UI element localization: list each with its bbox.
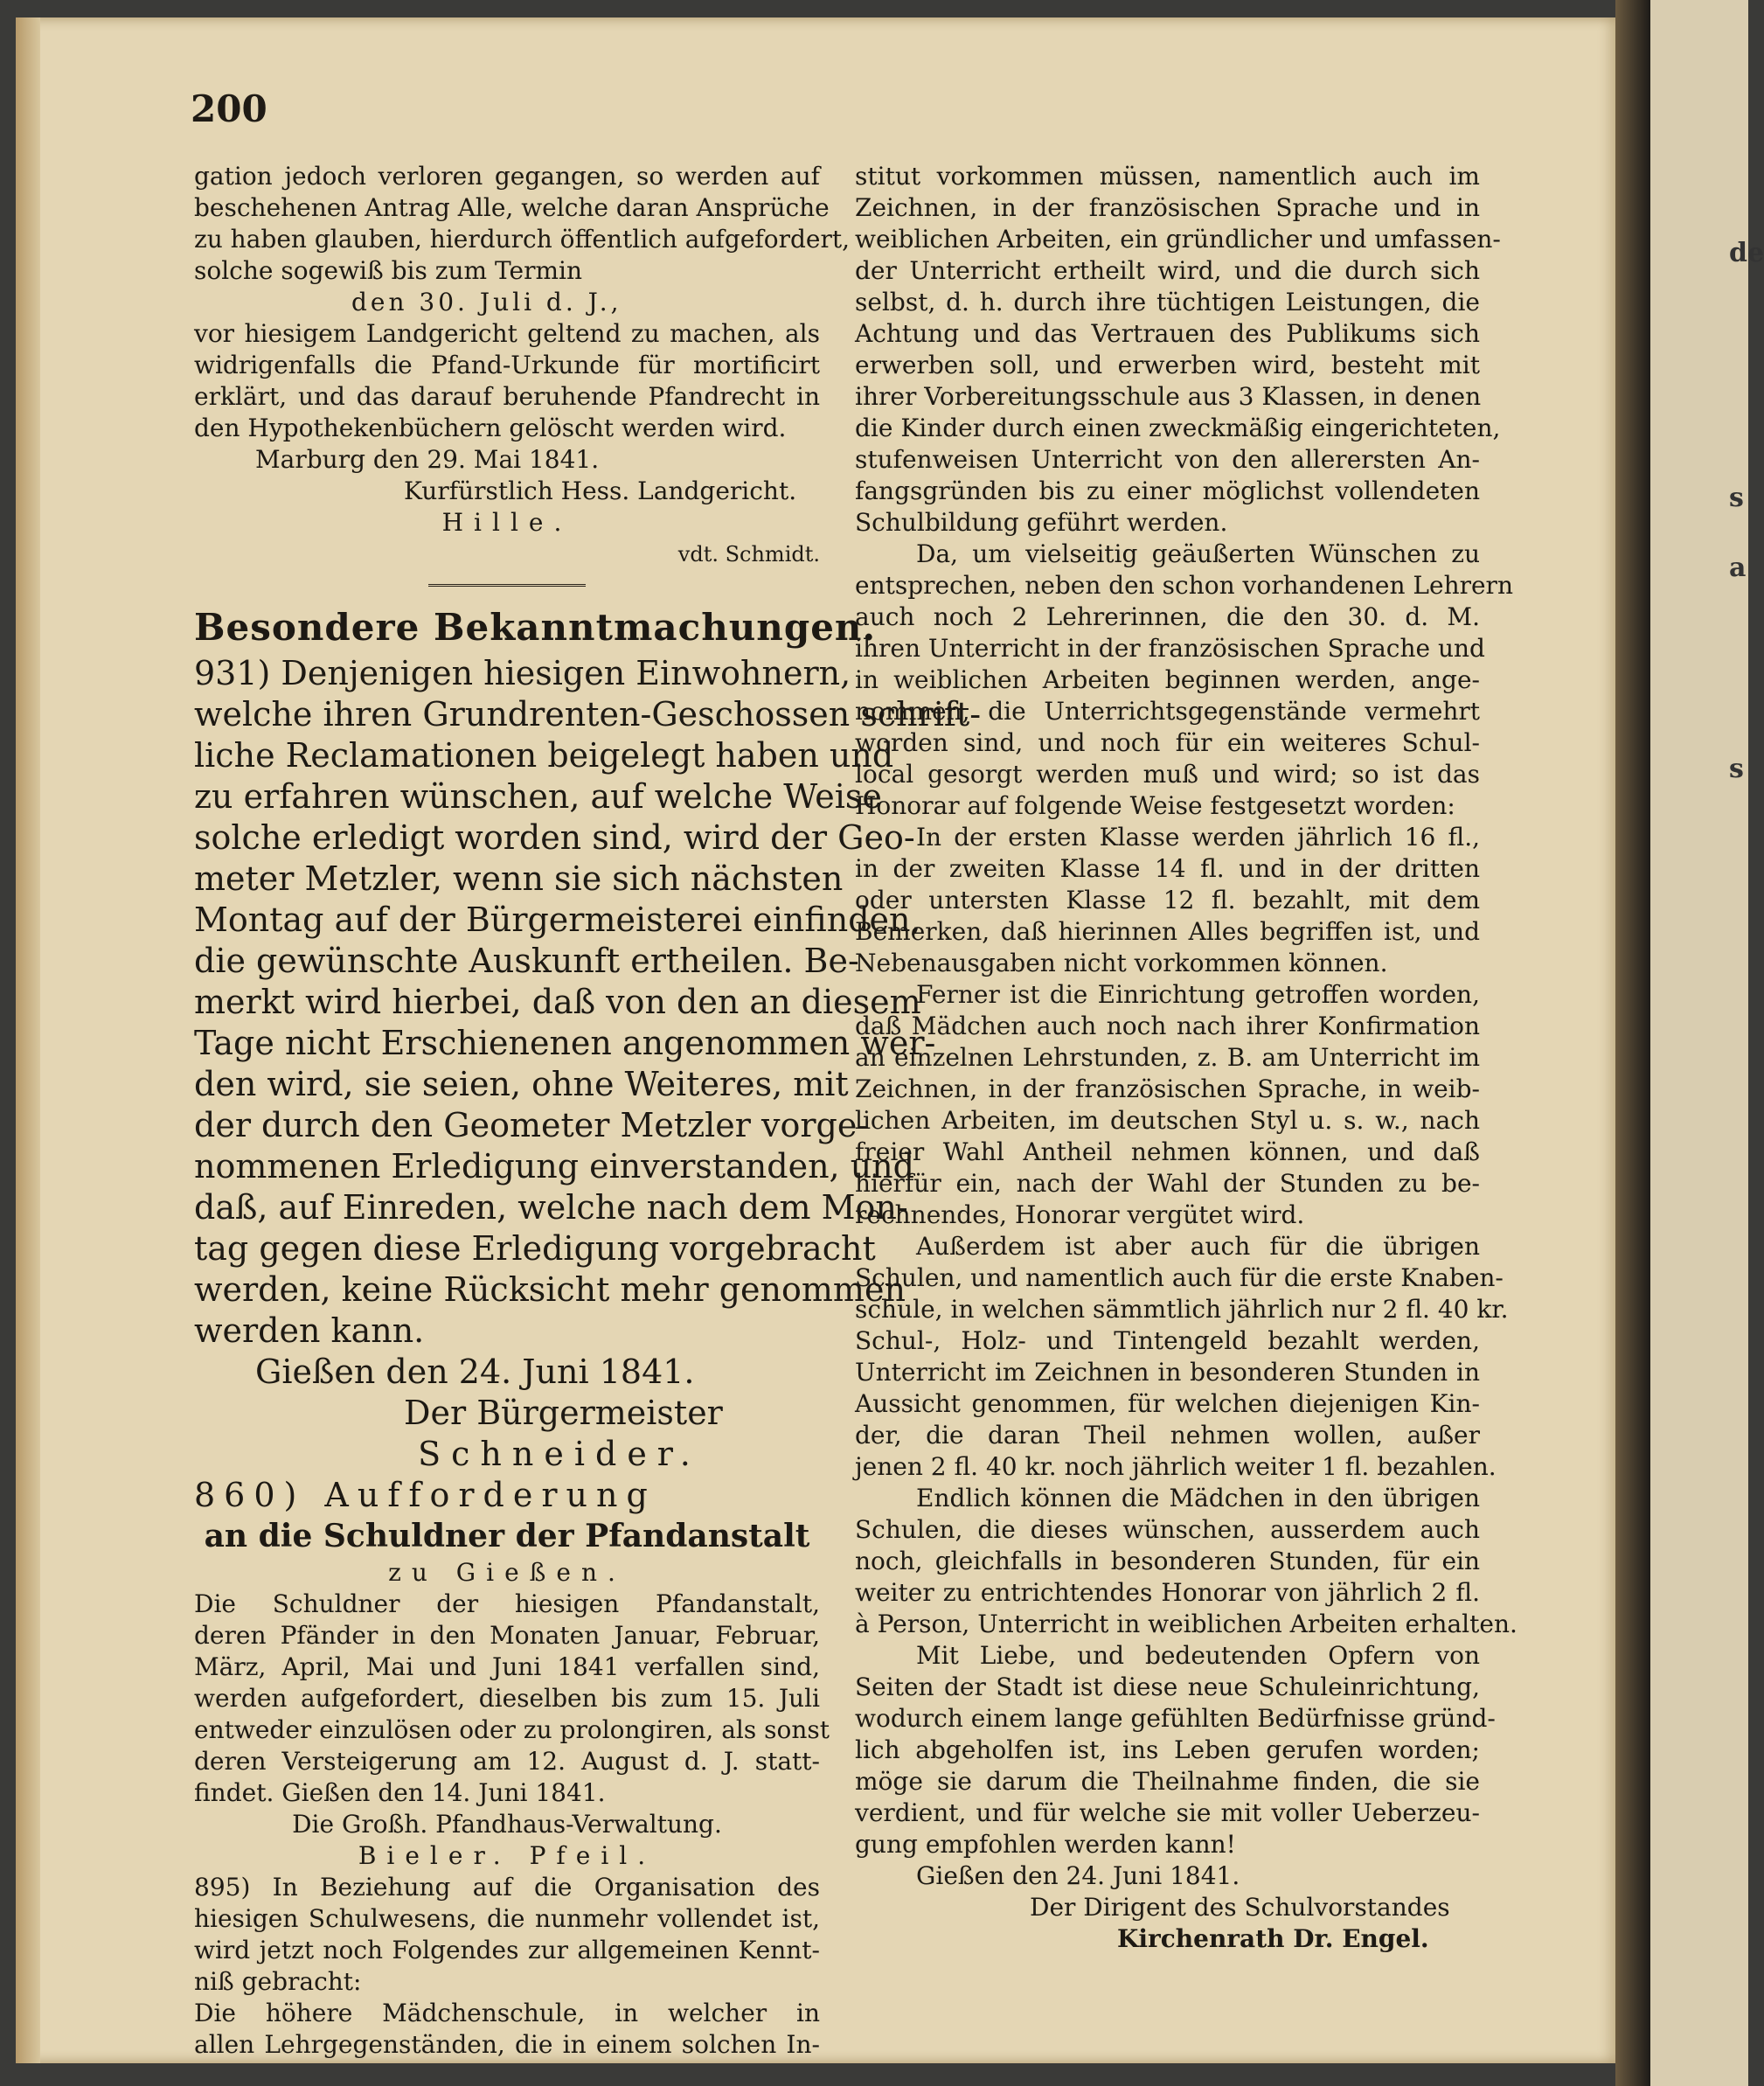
vdt-line: vdt. Schmidt. bbox=[677, 542, 820, 567]
text-line: nommenen Erledigung einverstanden, und bbox=[194, 1147, 914, 1186]
section-divider bbox=[428, 584, 586, 592]
text-line: lichen Arbeiten, im deutschen Styl u. s. w., nach bbox=[855, 1106, 1480, 1135]
notice-860 bbox=[194, 1475, 830, 1872]
right-column bbox=[855, 161, 1517, 1955]
text-line: in der zweiten Klasse 14 fl. und in der dritten bbox=[855, 854, 1480, 883]
text-line: weiter zu entrichtendes Honorar von jährlich 2 fl. bbox=[855, 1578, 1480, 1607]
text-line: deren Versteigerung am 12. August d. J. statt- bbox=[194, 1747, 820, 1776]
text-line: den Hypothekenbüchern gelöscht werden wird. bbox=[194, 414, 787, 442]
text-line: Schulen, und namentlich auch für die erste Knaben- bbox=[855, 1263, 1504, 1292]
text-line: gation jedoch verloren gegangen, so werden auf bbox=[194, 162, 820, 191]
text-line: werden aufgefordert, dieselben bis zum 15. Juli bbox=[194, 1684, 820, 1713]
text-line: Mit Liebe, und bedeutenden Opfern von bbox=[916, 1641, 1480, 1670]
date-line: Gießen den 24. Juni 1841. bbox=[255, 1352, 695, 1391]
text-line: die gewünschte Auskunft ertheilen. Be- bbox=[194, 942, 859, 980]
authority-line: Kurfürstlich Hess. Landgericht. bbox=[404, 476, 797, 505]
text-line: beschehenen Antrag Alle, welche daran Ansprüche bbox=[194, 193, 830, 222]
text-line: à Person, Unterricht in weiblichen Arbeiten erhalten. bbox=[855, 1610, 1517, 1638]
text-line: zu erfahren wünschen, auf welche Weise bbox=[194, 777, 882, 816]
notice-title: 860) Aufforderung bbox=[194, 1476, 656, 1514]
text-line: fangsgründen bis zu einer möglichst vollendeten bbox=[855, 476, 1480, 505]
text-line: möge sie darum die Theilnahme finden, die sie bbox=[855, 1767, 1480, 1796]
text-line: März, April, Mai und Juni 1841 verfallen sind, bbox=[194, 1652, 820, 1681]
next-page-glyph: a bbox=[1729, 553, 1747, 583]
text-line: den wird, sie seien, ohne Weiteres, mit bbox=[194, 1065, 849, 1103]
text-line: Die höhere Mädchenschule, in welcher in bbox=[194, 1999, 820, 2027]
signature: Kirchenrath Dr. Engel. bbox=[1117, 1924, 1429, 1953]
text-line: niß gebracht: bbox=[194, 1967, 362, 1996]
text-line: Die Schuldner der hiesigen Pfandanstalt, bbox=[194, 1589, 820, 1618]
notice-title-2: an die Schuldner der Pfandanstalt bbox=[204, 1518, 810, 1554]
text-line: local gesorgt werden muß und wird; so ist das bbox=[855, 760, 1480, 789]
text-line: findet. Gießen den 14. Juni 1841. bbox=[194, 1778, 606, 1807]
date-line: Gießen den 24. Juni 1841. bbox=[916, 1861, 1240, 1890]
text-line: liche Reclamationen beigelegt haben und bbox=[194, 736, 894, 775]
authority-line: Der Bürgermeister bbox=[404, 1394, 723, 1432]
text-line: allen Lehrgegenständen, die in einem solchen In- bbox=[194, 2030, 820, 2059]
page-edge bbox=[16, 17, 40, 2063]
text-line: tag gegen diese Erledigung vorgebracht bbox=[194, 1229, 876, 1268]
text-line: Außerdem ist aber auch für die übrigen bbox=[916, 1232, 1480, 1261]
text-line: wodurch einem lange gefühlten Bedürfnisse gründ- bbox=[855, 1704, 1496, 1733]
text-line: Da, um vielseitig geäußerten Wünschen zu bbox=[916, 539, 1480, 568]
text-line: Seiten der Stadt ist diese neue Schuleinrichtung, bbox=[855, 1672, 1480, 1701]
text-line: vor hiesigem Landgericht geltend zu machen, als bbox=[194, 319, 820, 348]
text-line: welche ihren Grundrenten-Geschossen schrift- bbox=[194, 695, 982, 734]
text-line: noch, gleichfalls in besonderen Stunden, für ein bbox=[855, 1547, 1480, 1575]
book-gutter bbox=[1615, 0, 1650, 2086]
text-line: Honorar auf folgende Weise festgesetzt worden: bbox=[855, 791, 1455, 820]
text-line: daß Mädchen auch noch nach ihrer Konfirmation bbox=[855, 1012, 1480, 1040]
text-line: Bemerken, daß hierinnen Alles begriffen ist, und bbox=[855, 917, 1480, 946]
authority-line: Der Dirigent des Schulvorstandes bbox=[1030, 1893, 1450, 1922]
text-line: deren Pfänder in den Monaten Januar, Februar, bbox=[194, 1621, 820, 1650]
text-line: schule, in welchen sämmtlich jährlich nur 2 fl. 40 kr. bbox=[855, 1295, 1509, 1324]
text-line: der durch den Geometer Metzler vorge- bbox=[194, 1106, 869, 1144]
text-line: ihrer Vorbereitungsschule aus 3 Klassen, in denen bbox=[855, 382, 1482, 411]
text-line: ihren Unterricht in der französischen Sprache und bbox=[855, 634, 1485, 663]
deadline-line: den 30. Juli d. J., bbox=[351, 288, 622, 316]
text-line: Montag auf der Bürgermeisterei einfinden, bbox=[194, 900, 921, 939]
text-line: Schul-, Holz- und Tintengeld bezahlt werden, bbox=[855, 1326, 1480, 1355]
text-line: Achtung und das Vertrauen des Publikums sich bbox=[855, 319, 1480, 348]
text-line: solche sogewiß bis zum Termin bbox=[194, 256, 582, 285]
text-line: Unterricht im Zeichnen in besonderen Stunden in bbox=[855, 1358, 1480, 1387]
text-line: Ferner ist die Einrichtung getroffen worden, bbox=[916, 980, 1480, 1009]
notice-931 bbox=[194, 653, 982, 1475]
signature: Bieler. Pfeil. bbox=[358, 1841, 656, 1870]
text-line: an einzelnen Lehrstunden, z. B. am Unterricht im bbox=[855, 1043, 1480, 1072]
text-line: Tage nicht Erschienenen angenommen wer- bbox=[194, 1024, 936, 1062]
text-line: stufenweisen Unterricht von den allerersten An- bbox=[855, 445, 1480, 474]
text-line: 931) Denjenigen hiesigen Einwohnern, bbox=[194, 654, 851, 692]
text-line: Zeichnen, in der französischen Sprache und in bbox=[855, 193, 1480, 222]
notice-top bbox=[194, 161, 851, 570]
text-line: Endlich können die Mädchen in den übrigen bbox=[916, 1484, 1480, 1512]
text-line: erwerben soll, und erwerben wird, besteht mit bbox=[855, 351, 1480, 379]
text-line: meter Metzler, wenn sie sich nächsten bbox=[194, 859, 844, 898]
text-line: in weiblichen Arbeiten beginnen werden, ange- bbox=[855, 665, 1480, 694]
text-line: rechnendes, Honorar vergütet wird. bbox=[855, 1200, 1305, 1229]
text-line: 895) In Beziehung auf die Organisation des bbox=[194, 1873, 820, 1902]
text-line: solche erledigt worden sind, wird der Geo- bbox=[194, 818, 915, 857]
signature: Hille. bbox=[441, 508, 573, 537]
text-line: Zeichnen, in der französischen Sprache, in weib- bbox=[855, 1074, 1480, 1103]
text-line: lich abgeholfen ist, ins Leben gerufen worden; bbox=[855, 1735, 1480, 1764]
text-line: erklärt, und das darauf beruhende Pfandrecht in bbox=[194, 382, 820, 411]
text-line: worden sind, und noch für ein weiteres Schul- bbox=[855, 728, 1480, 757]
text-line: Aussicht genommen, für welchen diejenigen Kin- bbox=[855, 1389, 1480, 1418]
text-line: nommen, die Unterrichtsgegenstände vermehrt bbox=[855, 697, 1480, 726]
text-line: jenen 2 fl. 40 kr. noch jährlich weiter 1 fl. bezahlen. bbox=[855, 1452, 1497, 1481]
text-line: der, die daran Theil nehmen wollen, außer bbox=[855, 1421, 1480, 1450]
next-page-glyph: s bbox=[1729, 483, 1744, 513]
text-line: auch noch 2 Lehrerinnen, die den 30. d. M. bbox=[855, 602, 1480, 631]
next-page-glyph: de bbox=[1729, 238, 1764, 268]
text-line: merkt wird hierbei, daß von den an diesem bbox=[194, 983, 921, 1021]
text-line: Schulbildung geführt werden. bbox=[855, 508, 1228, 537]
text-line: der Unterricht ertheilt wird, und die durch sich bbox=[855, 256, 1480, 285]
text-line: gung empfohlen werden kann! bbox=[855, 1830, 1236, 1859]
text-line: werden, keine Rücksicht mehr genommen bbox=[194, 1270, 906, 1309]
text-line: weiblichen Arbeiten, ein gründlicher und umfassen- bbox=[855, 225, 1501, 254]
text-line: Schulen, die dieses wünschen, ausserdem auch bbox=[855, 1515, 1480, 1544]
text-line: daß, auf Einreden, welche nach dem Mon- bbox=[194, 1188, 908, 1227]
text-line: selbst, d. h. durch ihre tüchtigen Leistungen, die bbox=[855, 288, 1480, 316]
text-line: hierfür ein, nach der Wahl der Stunden zu be- bbox=[855, 1169, 1480, 1198]
text-line: die Kinder durch einen zweckmäßig eingerichteten, bbox=[855, 414, 1501, 442]
page-number: 200 bbox=[191, 87, 267, 130]
authority-line: Die Großh. Pfandhaus-Verwaltung. bbox=[292, 1810, 722, 1839]
text-line: freier Wahl Antheil nehmen können, und daß bbox=[855, 1137, 1480, 1166]
next-page-edge bbox=[1650, 0, 1748, 2086]
text-line: entsprechen, neben den schon vorhandenen Lehrern bbox=[855, 571, 1513, 600]
signature: Schneider. bbox=[418, 1435, 701, 1473]
notice-title-3: zu Gießen. bbox=[388, 1558, 626, 1587]
text-line: hiesigen Schulwesens, die nunmehr vollendet ist, bbox=[194, 1904, 820, 1933]
section-heading: Besondere Bekanntmachungen. bbox=[194, 606, 877, 649]
text-line: verdient, und für welche sie mit voller Ueberzeu- bbox=[855, 1798, 1480, 1827]
date-line: Marburg den 29. Mai 1841. bbox=[255, 445, 600, 474]
text-line: entweder einzulösen oder zu prolongiren, als sonst bbox=[194, 1715, 830, 1744]
left-column bbox=[194, 161, 982, 2061]
next-page-glyph: s bbox=[1729, 754, 1744, 784]
notice-895 bbox=[194, 1872, 820, 2061]
text-line: werden kann. bbox=[194, 1311, 425, 1350]
text-line: stitut vorkommen müssen, namentlich auch im bbox=[855, 162, 1480, 191]
text-line: widrigenfalls die Pfand-Urkunde für mortificirt bbox=[194, 351, 820, 379]
text-line: zu haben glauben, hierdurch öffentlich aufgefordert, bbox=[194, 225, 851, 254]
text-line: Nebenausgaben nicht vorkommen können. bbox=[855, 949, 1388, 977]
text-line: wird jetzt noch Folgendes zur allgemeinen Kennt- bbox=[194, 1936, 820, 1964]
text-line: oder untersten Klasse 12 fl. bezahlt, mit dem bbox=[855, 886, 1480, 914]
text-line: In der ersten Klasse werden jährlich 16 fl., bbox=[916, 823, 1480, 852]
